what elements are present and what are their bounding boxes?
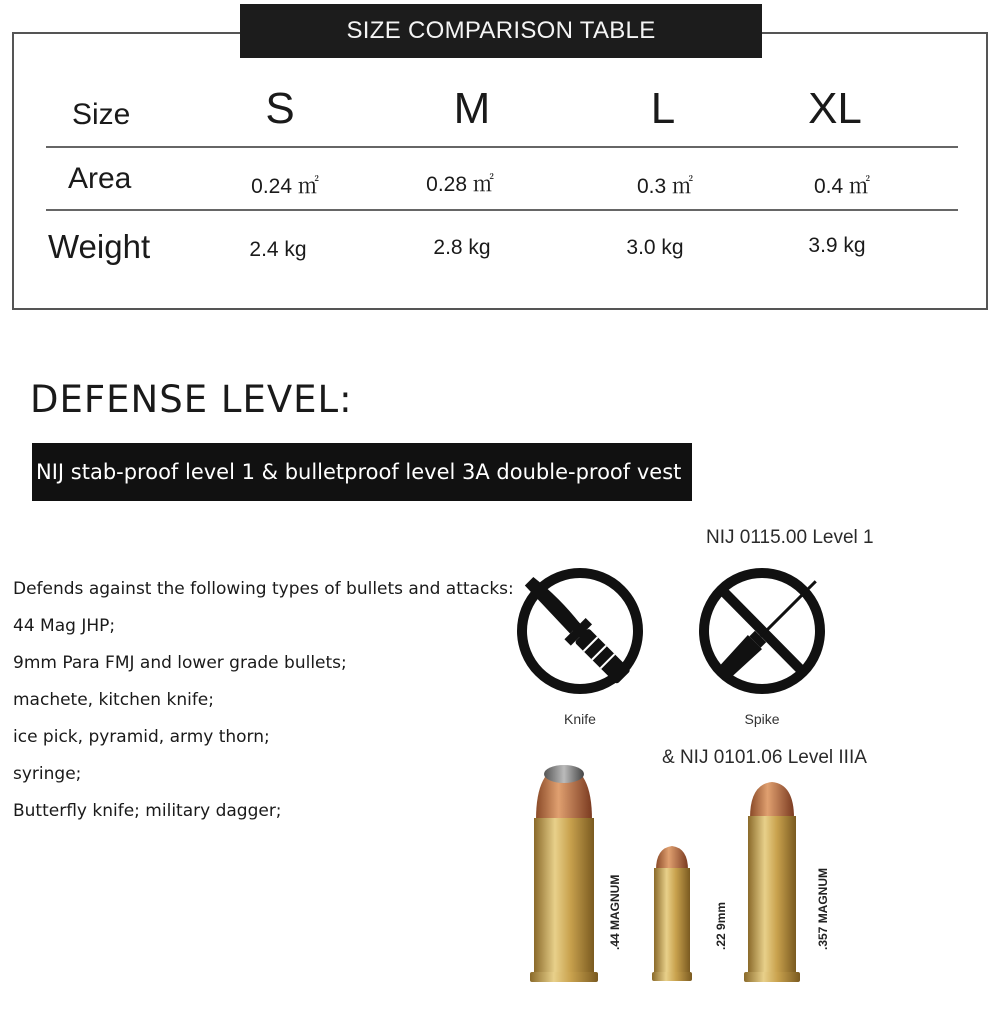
weight-m: 2.8 kg	[433, 236, 491, 259]
list-item: Butterfly knife; military dagger;	[13, 801, 282, 821]
spike-caption: Spike	[744, 711, 780, 727]
weight-l: 3.0 kg	[626, 236, 684, 259]
area-m: 0.28 ㎡	[426, 173, 494, 196]
list-item: 9mm Para FMJ and lower grade bullets;	[13, 653, 347, 673]
size-xl: XL	[808, 84, 862, 133]
area-xl: 0.4 ㎡	[813, 175, 871, 198]
bullet-label-357: .357 MAGNUM	[816, 867, 830, 950]
list-item: syringe;	[13, 764, 82, 784]
defense-heading: DEFENSE LEVEL:	[30, 378, 353, 421]
list-item: machete, kitchen knife;	[13, 690, 214, 710]
area-s: 0.24 ㎡	[251, 175, 319, 198]
list-item: ice pick, pyramid, army thorn;	[13, 727, 270, 747]
size-m: M	[453, 84, 491, 133]
size-table-title: SIZE COMPARISON TABLE	[240, 4, 762, 58]
area-l: 0.3 ㎡	[636, 175, 694, 198]
ballistic-standard: & NIJ 0101.06 Level IIIA	[662, 747, 867, 768]
spike-prohibited-icon	[690, 565, 834, 705]
defense-list	[13, 571, 514, 830]
list-item: Defends against the following types of bullets and attacks:	[13, 579, 514, 599]
table-rule	[46, 146, 958, 148]
area-row-label: Area	[68, 162, 132, 195]
size-l: L	[650, 84, 676, 133]
bullets-illustration	[520, 760, 860, 990]
knife-caption: Knife	[564, 711, 596, 727]
list-item: 44 Mag JHP;	[13, 616, 116, 636]
bullet-label-44: .44 MAGNUM	[608, 874, 622, 950]
size-header-label: Size	[72, 98, 131, 131]
stab-standard: NIJ 0115.00 Level 1	[706, 527, 874, 548]
knife-prohibited-icon	[508, 565, 652, 705]
defense-banner: NIJ stab-proof level 1 & bulletproof level 3A double-proof vest	[32, 443, 692, 501]
table-rule	[46, 209, 958, 211]
size-s: S	[265, 84, 295, 133]
bullet-label-9mm: .22 9mm	[714, 901, 728, 950]
weight-xl: 3.9 kg	[808, 234, 866, 257]
weight-row-label: Weight	[48, 228, 151, 265]
weight-s: 2.4 kg	[249, 238, 307, 261]
